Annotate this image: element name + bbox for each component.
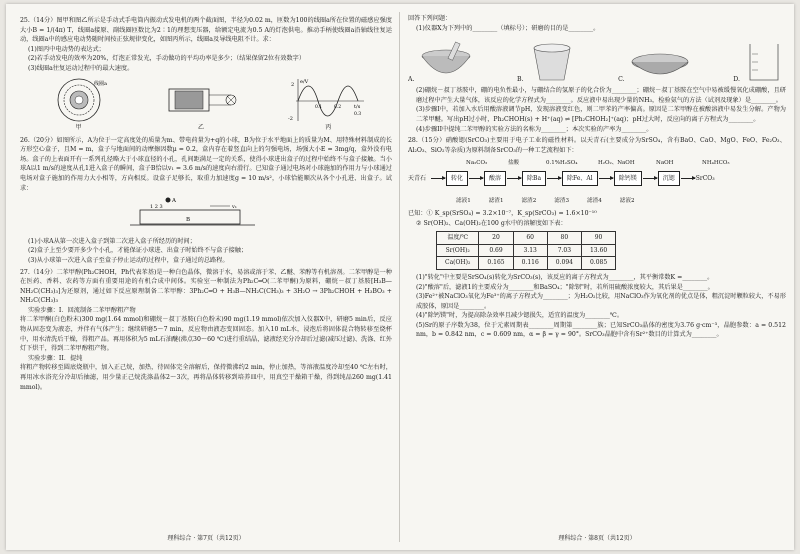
e-min-label: -2 — [288, 115, 294, 122]
residue-label: 滤液1 — [456, 198, 471, 205]
flow-arrow — [643, 178, 657, 179]
apparatus-d — [733, 36, 786, 84]
residue-label: 滤液2 — [619, 198, 635, 205]
figure-bing — [288, 77, 368, 133]
page-footer: 理科综合 · 第8页（共12页） — [558, 535, 636, 543]
q25-item: (1)图丙中电动势的表达式； — [28, 45, 105, 53]
flow-arrow — [469, 178, 483, 179]
solubility-table — [436, 231, 616, 270]
beaker-icon — [742, 40, 786, 84]
intro-text: 回答下列问题： — [408, 15, 452, 22]
page-footer: 理科综合 · 第7页（共12页） — [167, 535, 245, 543]
q25-head: 25.（14分）图甲和图乙所示是手动式手电筒内振动式发电机的两个截面图，半径为0.02 m，匝数为100的线圈a所在位置的磁感应强度大小B = 1/(4π) T，线圈a接原、副线圈匝数比为2∶1的理想变压器，给额定电流为0.5 A的灯泡供电。推动手柄使线圈a沿轴线往复运动，线圈a中的感应电动势随时间按正弦规律变化，如图丙所示，线圈a及导线电阻不计。求： — [20, 17, 392, 44]
apparatus-label: C. — [618, 75, 625, 83]
flow-arrow — [599, 178, 613, 179]
reagent-label: NH₄HCO₃ — [702, 160, 730, 167]
t3-label: 0.3 — [354, 111, 362, 117]
flow-arrow — [507, 178, 521, 179]
flow-arrow — [431, 178, 445, 179]
flow-step: 除钙镁 — [614, 171, 642, 187]
q27-exp2-title: 实验步骤：II．提纯 — [28, 354, 83, 362]
q26-figure — [130, 196, 392, 234]
residue-label: 滤渣2 — [521, 198, 537, 205]
q26-item: (1)小球A从第一次进入盒子到第二次进入盒子所经历的时间； — [28, 237, 196, 245]
apparatus-row — [408, 36, 786, 84]
q28-head: 28.（15分）硝酸锶(SrCO₃)主要用于电子工业的磁性材料。以天青石(主要成分为SrSO₄，含有BaO、CaO、MgO、FeO、Fe₂O₃、Al₂O₃、SiO₂等杂质)为原料制备SrCO₃的一种工艺流程如下： — [408, 137, 786, 154]
t1-label: 0.1 — [315, 104, 323, 110]
q26-item: (3)从小球第一次进入盒子至盒子停止运动的过程中，盒子通过的总路程。 — [28, 256, 229, 264]
table-header-cell: 60 — [513, 232, 547, 245]
figure-yi — [161, 77, 241, 133]
apparatus-label: B. — [517, 75, 524, 83]
q27-item: (1)仪器X为下列中的________（填标号）；研磨的目的是________。 — [416, 24, 600, 32]
q28-question: (4)"除钙镁"时，为提高除杂效率且减少锶损失，适宜的温度为________℃。 — [416, 312, 624, 320]
evaporating-dish-icon — [627, 40, 693, 84]
table-header-cell: 温度/℃ — [437, 232, 479, 245]
residue-label: 滤渣1 — [488, 198, 504, 205]
q26-item: (2)盒子上至少要开多少个小孔，才能保证小球进、出盒子时始终不与盒子接触； — [28, 247, 248, 255]
ball-label: A — [172, 198, 176, 205]
exam-sheet — [6, 4, 794, 550]
residue-row — [408, 197, 786, 207]
table-header-cell: 20 — [479, 232, 513, 245]
table-cell: 0.094 — [547, 257, 581, 270]
flow-step: 除Ba — [522, 171, 546, 187]
table-cell: 0.085 — [581, 257, 615, 270]
table-cell: 7.03 — [547, 244, 581, 257]
reagent-label: 0.1%H₂SO₄ — [546, 160, 578, 167]
q27-item: (2)硼烷－叔丁基胺中，硼的电负性最小，与硼结合的氢原子的化合价为________；硼烷－叔丁基胺在空气中易被缓慢氧化成硼酸，且研磨过程中产生大量气体，该反应的化学方程式为________。反应液中易出现少量的NH₃，检验氨气的方法（试剂及现象）是________。 — [416, 87, 786, 104]
q28-question: (1)"转化"中主要是SrSO₄(s)转化为SrCO₃(s)，该反应的离子方程式为________，其平衡常数K =________。 — [416, 273, 714, 281]
table-cell: 3.13 — [513, 244, 547, 257]
flow-arrow — [681, 178, 695, 179]
known-1: 已知：① K_sp(SrSO₄) = 3.2×10⁻⁷，K_sp(SrCO₃) = 1.6×10⁻¹⁰ — [408, 209, 597, 217]
page-divider — [399, 12, 400, 542]
t2-label: 0.2 — [334, 104, 342, 110]
q27-exp2: 将粗产物转移至圆底烧瓶中，加入正己烷，加热，待固体完全溶解后，保持微沸约2 min，停止加热，等溶液温度冷却至40 ℃左右时，再用冰水浴充分冷却后抽滤，用少量正己烷洗涤晶体2～3次，再将晶体转移到培养皿中，用真空干燥箱干燥，得到纯品260 mg(1.41 mmol)。 — [20, 364, 392, 391]
table-header-cell: 90 — [581, 232, 615, 245]
apparatus-a — [408, 36, 476, 84]
apparatus-b — [517, 36, 578, 84]
table-cell: Sr(OH)₂ — [437, 244, 479, 257]
reagent-label: Na₂CO₃ — [466, 160, 488, 167]
table-header-cell: 80 — [547, 232, 581, 245]
q28-question: (3)Fe²⁺被NaClO₃氧化为Fe³⁺的离子方程式为________；为H₂O₂比较，用NaClO₃作为氧化剂的优点是体，粗沉淀时颗粒较大，不易形成胶体，原因是________。 — [416, 293, 786, 310]
flow-arrow — [547, 178, 561, 179]
residue-label: 滤渣3 — [554, 198, 569, 205]
reagent-label: NaOH — [656, 160, 674, 167]
q28-question: (2)"酸溶"后，滤液1的主要成分为________和BaSO₄；"除钡"时，若所用硫酸浓度较大，其后果是________。 — [416, 283, 714, 291]
q28-question: (5)Sr的原子序数为38，位于元素周期表________周期第________族；已知SrCO₃晶体的密度为3.76 g·cm⁻³，晶胞参数：a = 0.512 nm，b = 0.842 nm，c = 0.609 nm，α = β = γ = 90°。SrCO₃晶胞中含有Sr²⁺数目的计算式为________。 — [416, 321, 786, 339]
flow-start: 天青石 — [408, 174, 427, 182]
reagent-label: H₂O₂、NaOH — [598, 160, 635, 167]
residue-label: 滤渣4 — [587, 198, 602, 205]
e-max-label: 2 — [291, 81, 295, 88]
e-axis-label: e/V — [300, 78, 309, 85]
table-cell: 13.60 — [581, 244, 615, 257]
figure-label: 丙 — [325, 123, 332, 131]
left-page — [20, 14, 392, 544]
apparatus-c — [618, 36, 692, 84]
table-row — [437, 257, 616, 270]
table-cell: 0.69 — [479, 244, 513, 257]
flow-end: SrCO₃ — [695, 174, 715, 182]
q27-item: (3)步骤I中，若加入水后用酸溶液调节pH，发现溶液变红色，则二甲苯的产率偏高。原因是二苯甲醇在被酸溶液中易发生分解。产物为二苯甲醚。写出pH过小时，Ph₂CHOH(s) + H⁺(aq) ⇌ [Ph₂CHOH₂]⁺(aq)；pH过大时，反应向的离子方程式为________。 — [416, 106, 786, 123]
table-header-row — [437, 232, 616, 245]
process-flow — [408, 161, 786, 195]
q26-head: 26.（20分）如图所示，A为位于一定高度处的质量为m、带电荷量为+q的小球，B为位于水平地面上的质量为M、用特殊材料制成的长方形空心盒子，且M = m，盒子与地面间的动摩擦因数μ = 0.2，盒内存在着竖直向上的匀强电场，场强大小E = 3mg/q，盒外没有电场。盒子的上表面开有一系列孔径略大于小球直径的小孔，孔间距满足一定的关系，使得小球进出盒子的过程中始终不与盒子接触。当小球A以1 m/s的速度从孔1进入盒子的瞬间，盒子B恰以v₁ = 3.6 m/s的速度向右滑行。已知盒子通过电场对小球施加的作用力与小球通过电场对盒子施加的作用力大小相等，方向相反。设盒子足够长，取重力加速度g = 10 m/s²，小球恰能顺次从各个小孔进、出盒子。试求： — [20, 136, 392, 192]
q27-head: 27.（14分）二苯甲醇(Ph₂CHOH，Ph代表苯基)是一种白色晶体，微溶于水，易溶或溶于苯、乙醚、苯醇等有机溶剂。二苯甲醇是一种在医药、香料、农药等方面有重要用途的有机合成中间体。实验室一种制法为Ph₂C═O(二苯甲酮)为原料，硼烷－叔丁基胺[H₃B—NH₂C(CH₃)₃]为还原剂，通过如下反应原理制备二苯甲醇：3Ph₂C═O + H₃B—NH₂C(CH₃)₃ + 3H₂O → 3Ph₂CHOH + H₃BO₃ + NH₂C(CH₃)₃ — [20, 268, 392, 305]
q27-exp-title: 实验步骤：I．回流制备二苯甲醇粗产物 — [28, 306, 136, 314]
holes-label: 1 2 3 — [150, 204, 163, 211]
figure-jia — [44, 77, 114, 133]
apparatus-label: D. — [733, 75, 740, 83]
crucible-icon — [526, 40, 578, 84]
flow-step: 酸溶 — [484, 171, 506, 187]
table-row — [437, 244, 616, 257]
figure-label: 甲 — [75, 123, 82, 131]
velocity-label: v₁ — [232, 204, 237, 211]
flow-step: 沉锶 — [658, 171, 680, 187]
flow-step: 除Fe、Al — [562, 171, 598, 187]
coil-label: 线圈a — [93, 80, 107, 87]
reagent-label: 盐酸 — [508, 160, 520, 167]
q25-item: (3)线圈a往复运动过程中的最大速度。 — [28, 64, 134, 72]
table-cell: 0.116 — [513, 257, 547, 270]
t-axis-label: t/s — [354, 103, 361, 110]
table-cell: 0.165 — [479, 257, 513, 270]
table-cell: Ca(OH)₂ — [437, 257, 479, 270]
mortar-icon — [416, 40, 476, 84]
apparatus-label: A. — [408, 75, 415, 83]
figure-label: 乙 — [197, 123, 204, 131]
flow-step: 转化 — [446, 171, 468, 187]
q25-figures — [20, 77, 392, 133]
q27-item: (4)步骤II中提纯二苯甲醇的实验方法的名称为________；本次实验的产率为________。 — [416, 125, 653, 133]
known-2: ② Sr(OH)₂、Ca(OH)₂在100 g水中的溶解度如下表： — [416, 219, 567, 227]
q25-item: (2)若手动发电的效率为20%，灯泡正常发光，手动做功的平均功率是多少；（结果保留2位有效数字） — [28, 55, 306, 63]
box-label: B — [186, 217, 191, 224]
right-page — [408, 14, 786, 544]
q27-exp1: 将二苯甲酮(白色粉末)300 mg(1.64 mmol)和硼烷－叔丁基胺(白色粉末)90 mg(1.19 mmol)依次加入仪器X中，研磨5 min后，反应物从固态变为液态，并伴有气体产生；继续研磨5～7 min，反应物由液态变回固态。加入10 mL水，浸泡后将固体混合物转移至烧杯中，用水清洗后干燥，得粗产品。再用体积为5 mL石油醚(沸点30～60 ℃)进行重结晶，滤液经充分冷却后过滤(减压过滤)、洗涤、红外灯下烘干，得到二苯甲醇粗产物。 — [20, 316, 392, 353]
